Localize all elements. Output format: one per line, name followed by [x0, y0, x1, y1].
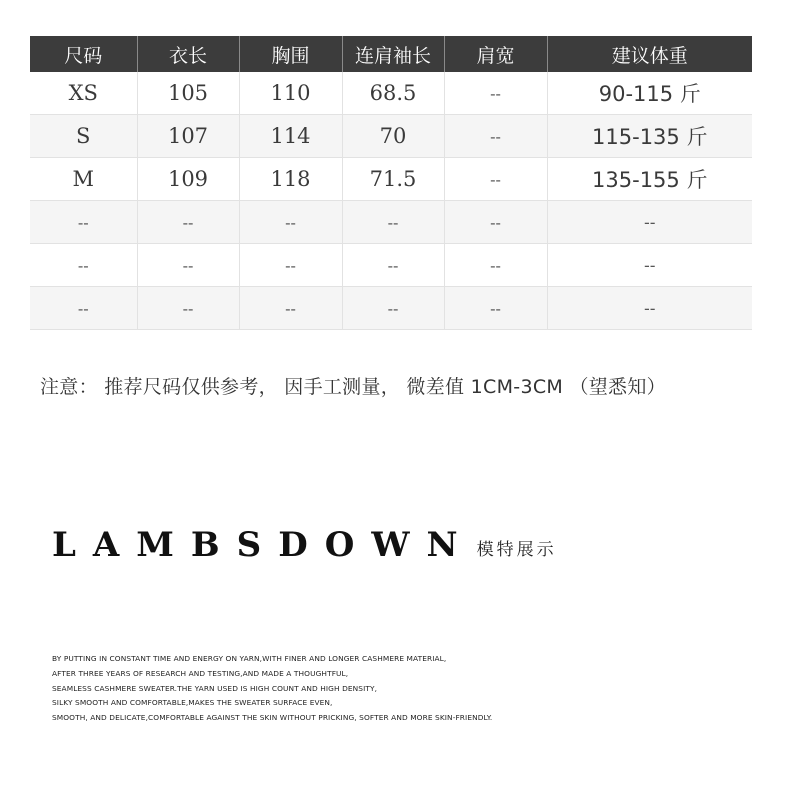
table-cell: --: [342, 244, 444, 287]
table-cell: 115-135 斤: [547, 115, 752, 158]
table-row: [30, 244, 752, 287]
table-cell: --: [342, 201, 444, 244]
size-chart-table: [30, 36, 752, 330]
table-cell: --: [444, 201, 547, 244]
table-cell: --: [137, 201, 239, 244]
header-chest: 胸围: [239, 36, 342, 72]
product-description: [52, 652, 492, 726]
table-cell: --: [239, 244, 342, 287]
table-cell: --: [444, 72, 547, 115]
table-cell: M: [30, 158, 137, 201]
header-weight: 建议体重: [547, 36, 752, 72]
table-cell: --: [444, 244, 547, 287]
table-cell: 118: [239, 158, 342, 201]
header-size: 尺码: [30, 36, 137, 72]
table-cell: 109: [137, 158, 239, 201]
description-line: BY PUTTING IN CONSTANT TIME AND ENERGY ON YARN,WITH FINER AND LONGER CASHMERE MATERIAL,: [52, 654, 447, 663]
measurement-note: 注意： 推荐尺码仅供参考， 因手工测量， 微差值 1CM-3CM （望悉知）: [40, 376, 666, 398]
description-line: SEAMLESS CASHMERE SWEATER.THE YARN USED IS HIGH COUNT AND HIGH DENSITY,: [52, 683, 378, 693]
table-cell: 110: [239, 72, 342, 115]
table-cell: --: [239, 201, 342, 244]
table-row: [30, 72, 752, 115]
table-row: [30, 287, 752, 330]
table-cell: --: [444, 158, 547, 201]
table-cell: --: [547, 244, 752, 287]
table-cell: --: [30, 244, 137, 287]
table-cell: XS: [30, 72, 137, 115]
table-cell: --: [30, 201, 137, 244]
table-cell: S: [30, 115, 137, 158]
table-header-row: [30, 36, 752, 72]
table-row: [30, 201, 752, 244]
table-cell: --: [239, 287, 342, 330]
brand-heading: [52, 525, 557, 565]
table-cell: 105: [137, 72, 239, 115]
description-line: SILKY SMOOTH AND COMFORTABLE,MAKES THE SWEATER SURFACE EVEN,: [52, 698, 333, 708]
table-row: [30, 158, 752, 201]
table-cell: --: [444, 115, 547, 158]
header-shoulder: 肩宽: [444, 36, 547, 72]
table-row: [30, 115, 752, 158]
table-cell: 90-115 斤: [547, 72, 752, 115]
table-cell: 114: [239, 115, 342, 158]
brand-name: LAMBSDOWN: [52, 525, 475, 565]
table-cell: 107: [137, 115, 239, 158]
header-sleeve: 连肩袖长: [342, 36, 444, 72]
brand-subtitle: 模特展示: [476, 540, 557, 560]
table-cell: 135-155 斤: [547, 158, 752, 201]
header-length: 衣长: [137, 36, 239, 72]
table-cell: 71.5: [342, 158, 444, 201]
table-cell: --: [547, 287, 752, 330]
table-cell: 68.5: [342, 72, 444, 115]
table-cell: --: [444, 287, 547, 330]
table-cell: --: [547, 201, 752, 244]
table-cell: --: [342, 287, 444, 330]
table-cell: --: [137, 244, 239, 287]
table-cell: --: [30, 287, 137, 330]
description-line: SMOOTH, AND DELICATE,COMFORTABLE AGAINST THE SKIN WITHOUT PRICKING, SOFTER AND MORE SKIN-FRIENDLY.: [52, 713, 493, 723]
table-cell: --: [137, 287, 239, 330]
description-line: AFTER THREE YEARS OF RESEARCH AND TESTING,AND MADE A THOUGHTFUL,: [52, 668, 349, 678]
table-cell: 70: [342, 115, 444, 158]
